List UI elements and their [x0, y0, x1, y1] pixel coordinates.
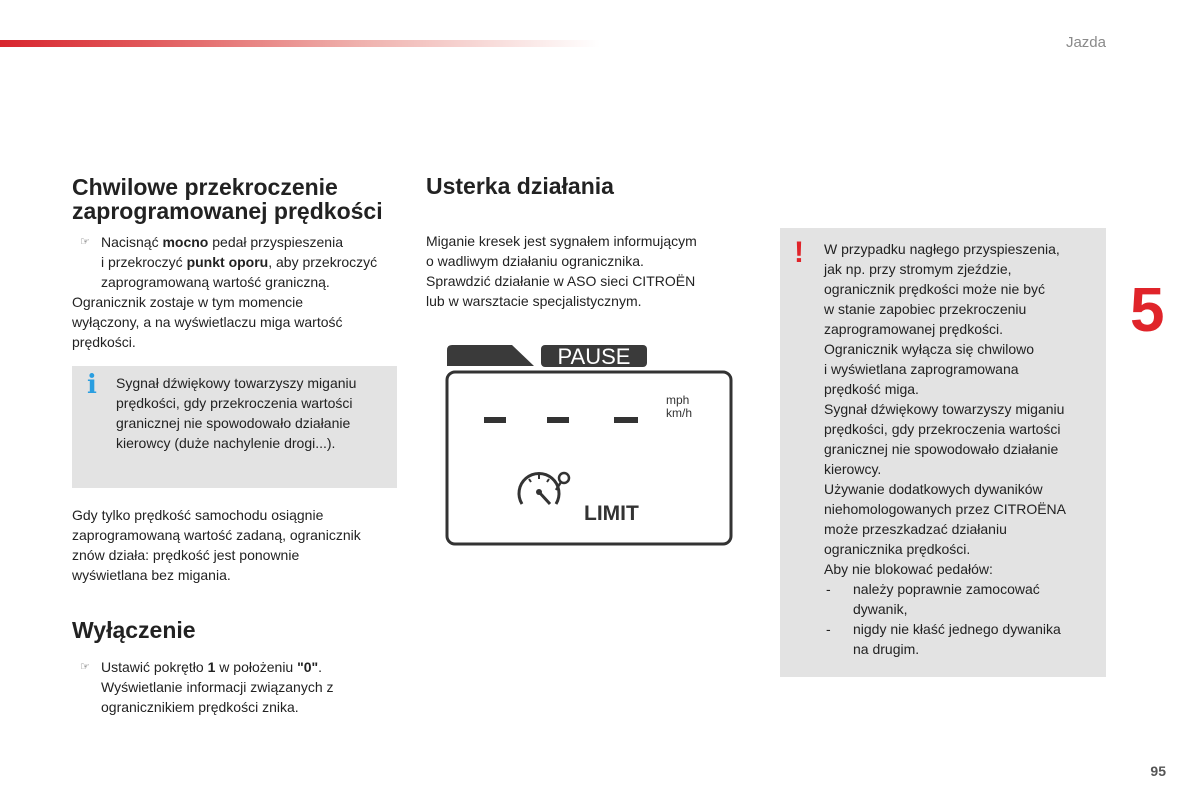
- paragraph-malfunction: Miganie kresek jest sygnałem informującym o wadliwym działaniu ogranicznika. Sprawdzić działanie w ASO sieci CITROËN lub w warsztacie specjalistycznym.: [426, 233, 697, 309]
- header-color-bar: [0, 40, 600, 47]
- info-text: Sygnał dźwiękowy towarzyszy miganiu prędkości, gdy przekroczenia wartości granicznej nie spowodowało działanie kierowcy (duże nachylenie drogi...).: [116, 375, 357, 451]
- info-box: [72, 366, 397, 488]
- heading-temporary-exceed: [72, 175, 402, 223]
- pointing-hand-icon: ☞: [80, 661, 90, 673]
- heading-malfunction: Usterka działania: [426, 173, 614, 199]
- limit-label: LIMIT: [584, 502, 639, 525]
- step-turn-knob: ☞ Ustawić pokrętło 1 w położeniu "0". Wyświetlanie informacji związanych z ogranicznikiem prędkości znika.: [80, 659, 334, 715]
- warning-dash-item-2: - nigdy nie kłaść jednego dywanika na drugim.: [826, 621, 1061, 657]
- warning-box: [780, 228, 1106, 677]
- page-number: 95: [1150, 763, 1166, 779]
- heading-switch-off: Wyłączenie: [72, 617, 196, 643]
- speed-dash-1: [484, 417, 506, 423]
- paragraph-limiter-off: Ogranicznik zostaje w tym momencie wyłączony, a na wyświetlaczu miga wartość prędkości.: [72, 294, 343, 350]
- limiter-display-illustration: [444, 342, 734, 547]
- pointing-hand-icon: ☞: [80, 236, 90, 248]
- pause-label: PAUSE: [557, 344, 631, 369]
- chapter-number: 5: [1130, 276, 1165, 345]
- warning-dash-item-1: - należy poprawnie zamocować dywanik,: [826, 581, 1040, 617]
- paragraph-speed-reached: Gdy tylko prędkość samochodu osiągnie zaprogramowaną wartość zadaną, ogranicznik znów działa: prędkość jest ponownie wyświetlana bez migania.: [72, 507, 361, 583]
- info-icon: i: [87, 370, 97, 400]
- heading-line-1: Chwilowe przekroczenie: [72, 174, 338, 200]
- speed-dash-2: [547, 417, 569, 423]
- warning-text: W przypadku nagłego przyspieszenia, jak np. przy stromym zjeździe, ogranicznik prędkości może nie być w stanie zapobiec przekroczeniu zaprogramowanej prędkości. Ogranicznik wyłącza się chwilowo i wyświetlana zaprogramowana prędkość miga. Sygnał dźwiękowy towarzyszy miganiu prędkości, gdy przekroczenia wartości granicznej nie spowodowało działanie kierowcy. Używanie dodatkowych dywaników niehomologowanych przez CITROËNA może przeszkadzać działaniu ogranicznika prędkości. Aby nie blokować pedałów: - należy poprawnie zamocować dywanik, - nigdy nie kłaść jednego dywanika na drugim.: [824, 239, 1099, 659]
- warning-exclamation-icon: !: [794, 236, 804, 269]
- unit-mph: mph: [666, 393, 690, 407]
- column-middle: [426, 174, 746, 311]
- display-tab-left: [447, 345, 534, 366]
- unit-kmh: km/h: [666, 406, 693, 420]
- column-left: [72, 175, 402, 352]
- speed-dash-3: [614, 417, 638, 423]
- step-press-pedal: ☞ Nacisnąć mocno pedał przyspieszenia i przekroczyć punkt oporu, aby przekroczyć zaprogramowaną wartość graniczną.: [80, 234, 378, 290]
- heading-line-2: zaprogramowanej prędkości: [72, 198, 383, 224]
- section-title: Jazda: [1065, 34, 1106, 51]
